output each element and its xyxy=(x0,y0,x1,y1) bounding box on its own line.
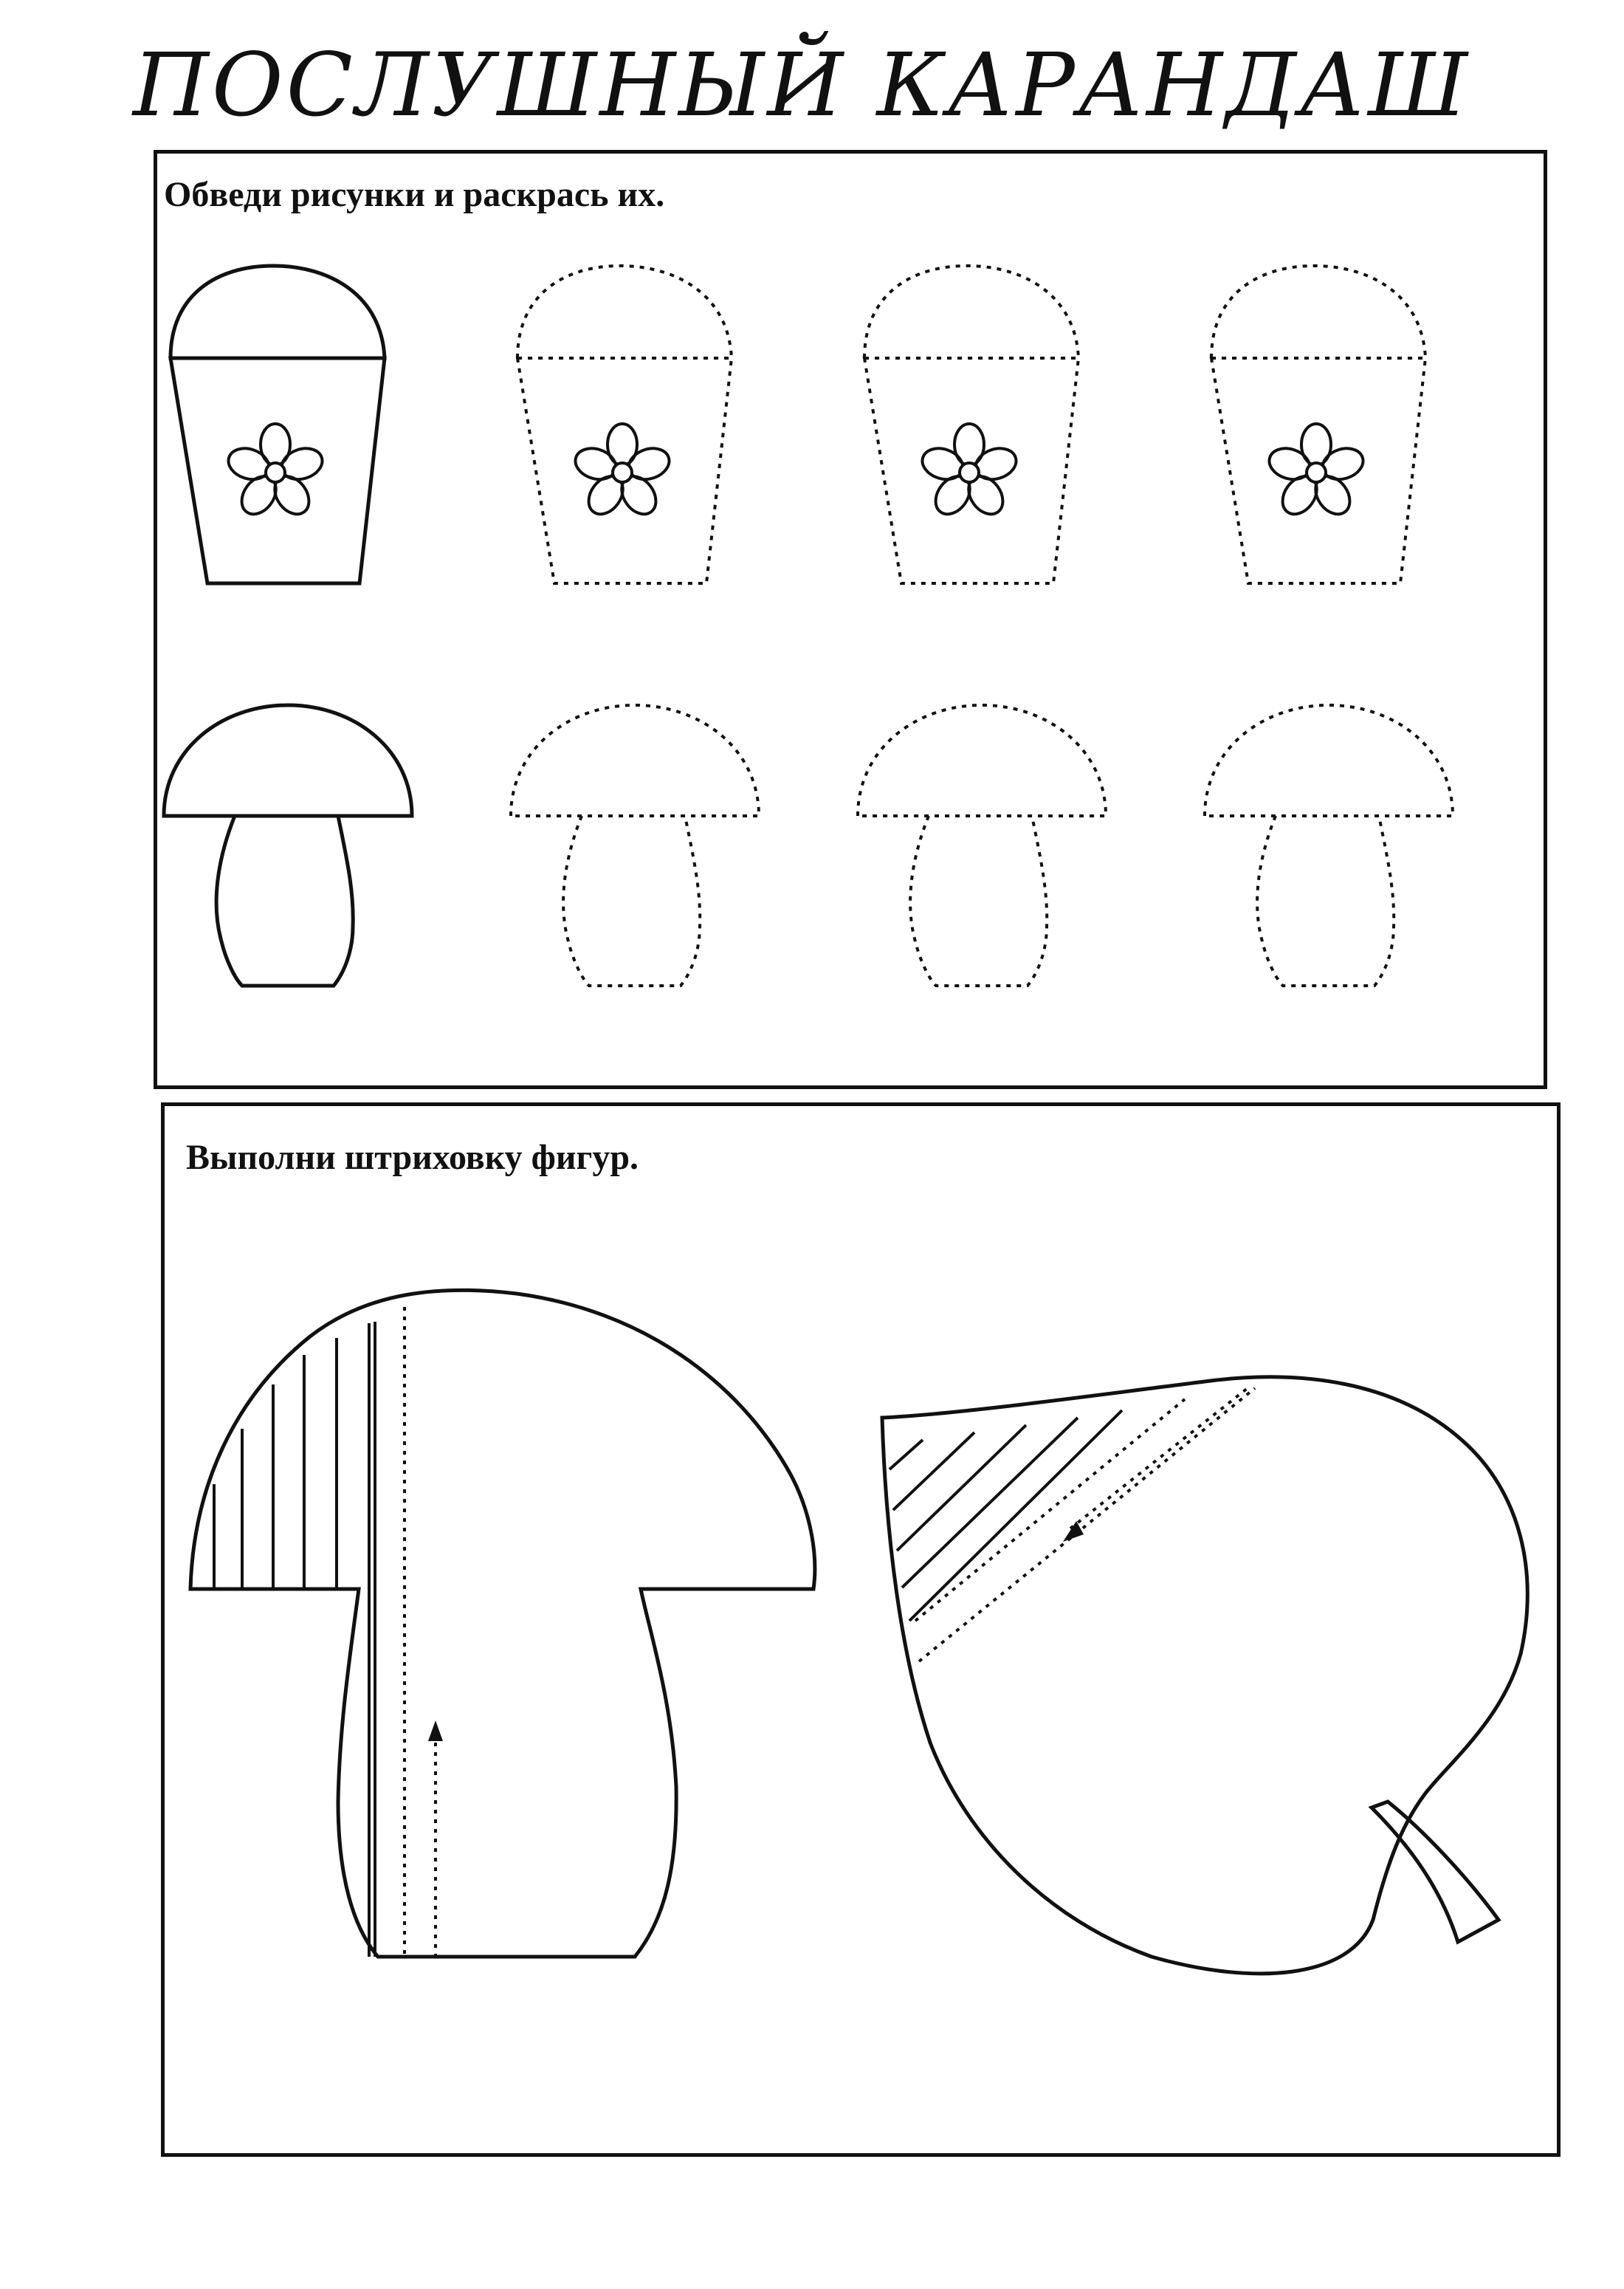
mushroom-dotted xyxy=(511,705,759,986)
trace-instruction: Обведи рисунки и раскрась их. xyxy=(164,175,665,214)
arrow-up-icon xyxy=(428,1720,443,1741)
arrow-down-left-icon xyxy=(1063,1521,1084,1542)
hatch-leaf xyxy=(882,1377,1527,1974)
page-title: ПОСЛУШНЫЙ КАРАНДАШ xyxy=(133,34,1471,136)
flower-icon xyxy=(1265,424,1367,521)
hatch-instruction: Выполни штриховку фигур. xyxy=(186,1138,639,1177)
flower-icon xyxy=(224,424,326,521)
mushroom-solid xyxy=(164,705,412,986)
mushroom-dotted xyxy=(858,705,1106,986)
flower-icon xyxy=(918,424,1020,521)
flower-icon xyxy=(571,424,673,521)
hatch-guide-dotted xyxy=(405,1307,436,1957)
mushroom-dotted xyxy=(1205,705,1453,986)
hatch-mushroom xyxy=(190,1290,815,1957)
